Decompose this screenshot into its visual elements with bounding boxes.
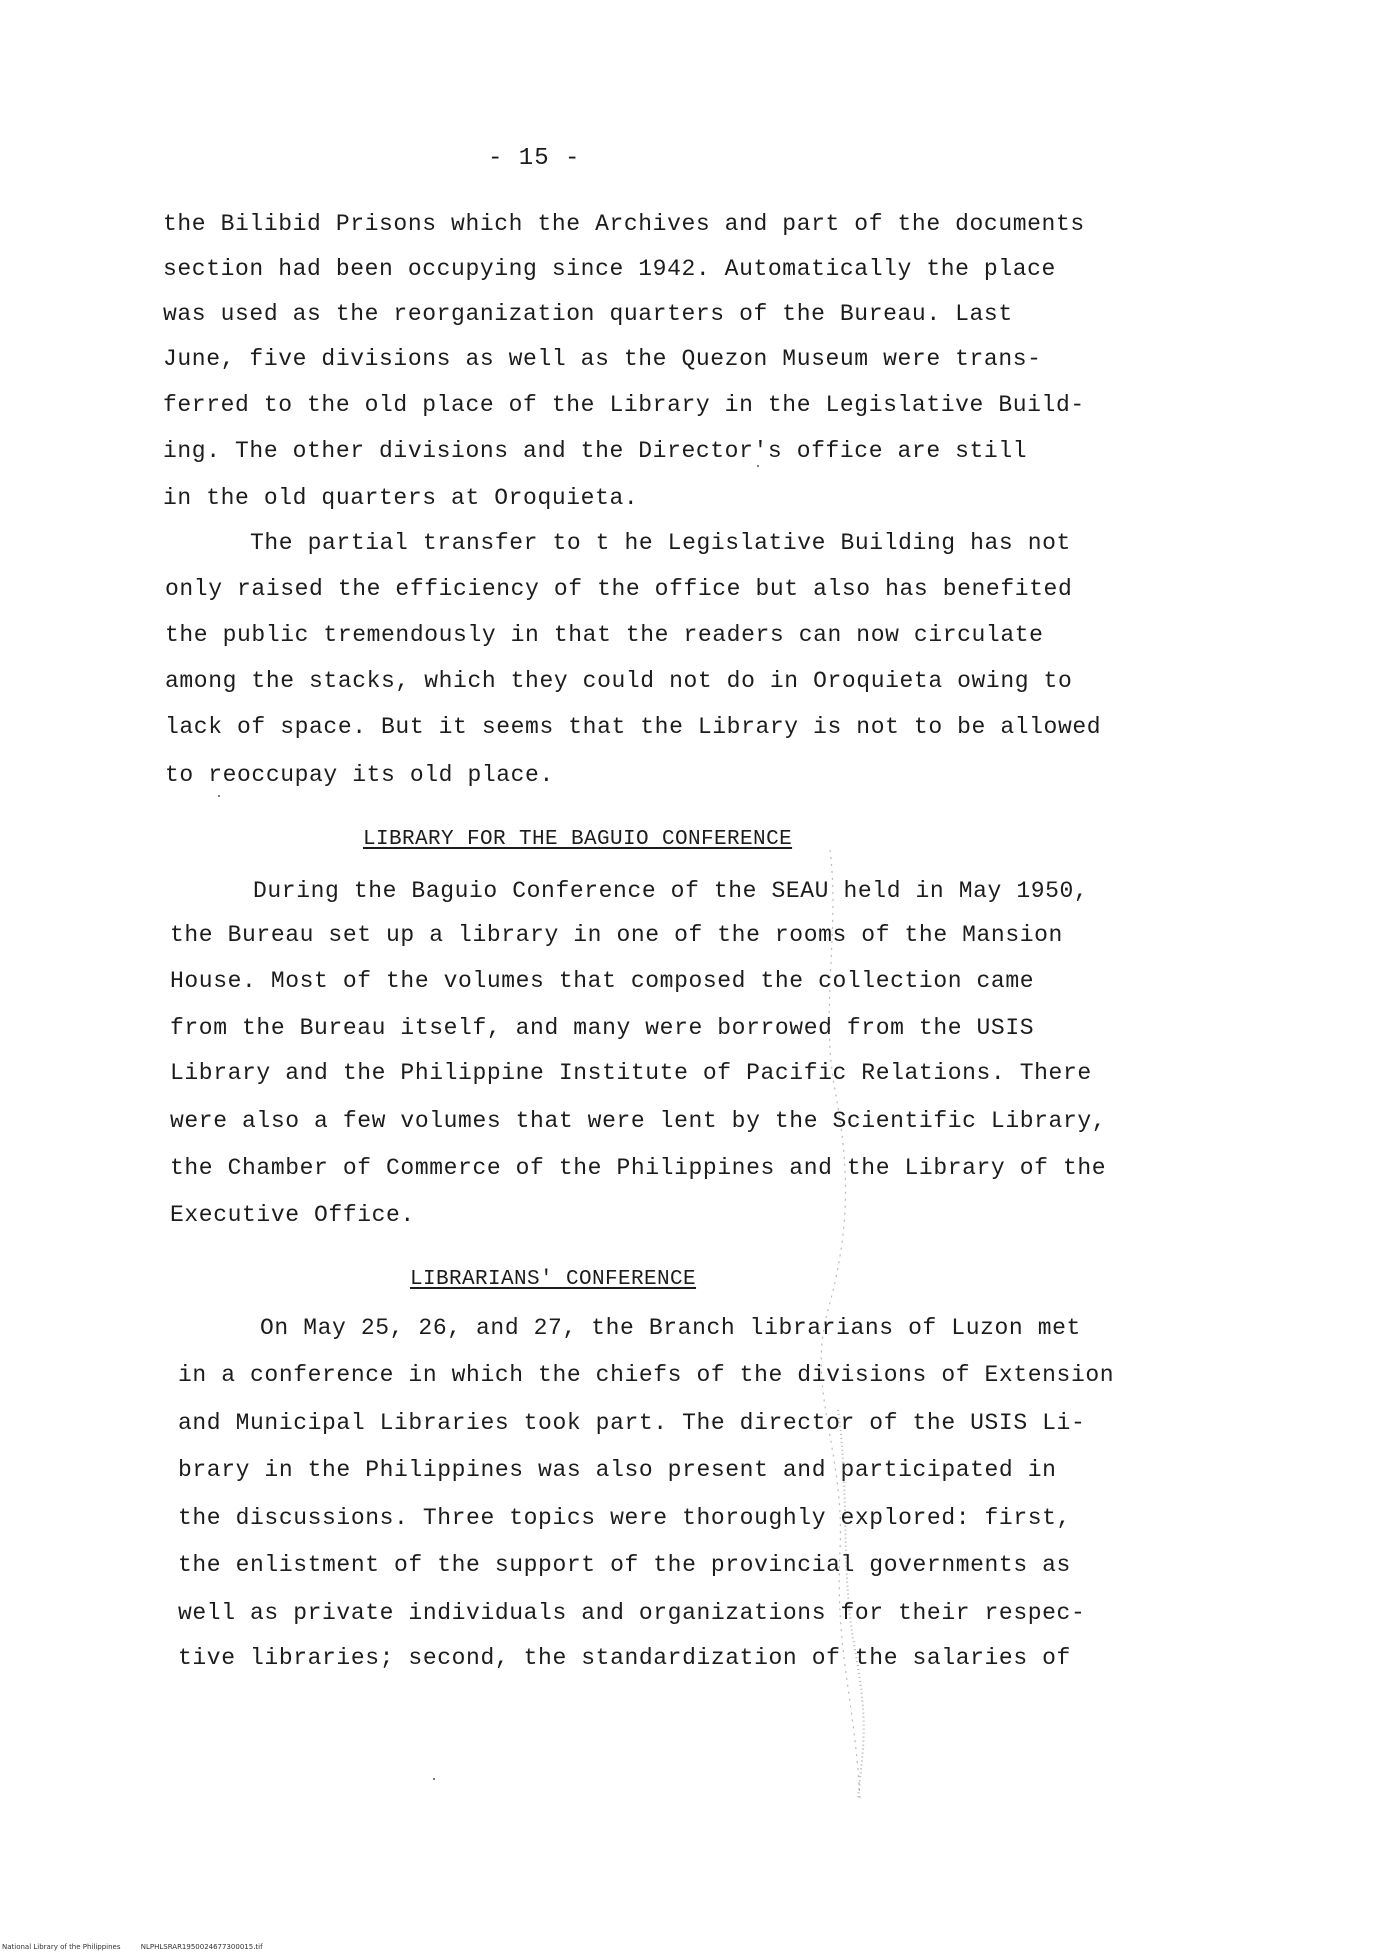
paragraph-4-line: and Municipal Libraries took part. The director of the USIS Li- xyxy=(178,1410,1086,1436)
paragraph-1-line: ing. The other divisions and the Director's office are still xyxy=(163,438,1028,464)
paragraph-3-line: Library and the Philippine Institute of Pacific Relations. There xyxy=(170,1060,1092,1086)
paper-tear-mark xyxy=(800,850,890,1800)
paragraph-2-line: lack of space. But it seems that the Library is not to be allowed xyxy=(165,714,1102,740)
paragraph-1-line: the Bilibid Prisons which the Archives and part of the documents xyxy=(163,211,1085,237)
paragraph-3-line: Executive Office. xyxy=(170,1202,415,1228)
scan-footer xyxy=(2,1943,281,1951)
footer-source: National Library of the Philippines xyxy=(2,1943,121,1951)
paragraph-3-line: from the Bureau itself, and many were borrowed from the USIS xyxy=(170,1015,1035,1041)
footer-file: NLPHLSRAR1950024677300015.tif xyxy=(140,1943,263,1951)
paragraph-1-line: section had been occupying since 1942. Automatically the place xyxy=(163,256,1056,282)
paragraph-3-line: the Chamber of Commerce of the Philippines and the Library of the xyxy=(170,1155,1107,1181)
paragraph-1-line: in the old quarters at Oroquieta. xyxy=(163,485,639,511)
paragraph-1-line: was used as the reorganization quarters of the Bureau. Last xyxy=(163,301,1013,327)
paragraph-4-line: tive libraries; second, the standardization of the salaries of xyxy=(178,1645,1071,1671)
paragraph-4-line: the discussions. Three topics were thoroughly explored: first, xyxy=(178,1505,1071,1531)
paragraph-2-line: the public tremendously in that the readers can now circulate xyxy=(165,622,1044,648)
paragraph-4-line: brary in the Philippines was also present and participated in xyxy=(178,1457,1057,1483)
speck xyxy=(433,1778,435,1780)
section-heading-baguio-conference: LIBRARY FOR THE BAGUIO CONFERENCE xyxy=(363,828,793,851)
paragraph-1-line: ferred to the old place of the Library in the Legislative Build- xyxy=(163,392,1085,418)
paragraph-4-line: in a conference in which the chiefs of the divisions of Extension xyxy=(178,1362,1115,1388)
paragraph-2-line: to reoccupay its old place. xyxy=(165,762,554,788)
paragraph-4-line: On May 25, 26, and 27, the Branch librarians of Luzon met xyxy=(260,1315,1081,1341)
paragraph-2-line: only raised the efficiency of the office but also has benefited xyxy=(165,576,1073,602)
paragraph-3-line: the Bureau set up a library in one of the rooms of the Mansion xyxy=(170,922,1063,948)
paragraph-3-line: During the Baguio Conference of the SEAU held in May 1950, xyxy=(253,878,1089,904)
speck xyxy=(218,795,220,797)
paragraph-3-line: were also a few volumes that were lent by the Scientific Library, xyxy=(170,1108,1107,1134)
page-number: - 15 - xyxy=(488,145,581,172)
paragraph-4-line: well as private individuals and organizations for their respec- xyxy=(178,1600,1086,1626)
paragraph-3-line: House. Most of the volumes that composed the collection came xyxy=(170,968,1035,994)
paragraph-1-line: June, five divisions as well as the Quezon Museum were trans- xyxy=(163,346,1042,372)
paragraph-4-line: the enlistment of the support of the provincial governments as xyxy=(178,1552,1071,1578)
paragraph-2-line: The partial transfer to t he Legislative Building has not xyxy=(250,530,1071,556)
paragraph-2-line: among the stacks, which they could not do in Oroquieta owing to xyxy=(165,668,1073,694)
section-heading-librarians-conference: LIBRARIANS' CONFERENCE xyxy=(410,1268,697,1291)
speck xyxy=(757,465,759,467)
